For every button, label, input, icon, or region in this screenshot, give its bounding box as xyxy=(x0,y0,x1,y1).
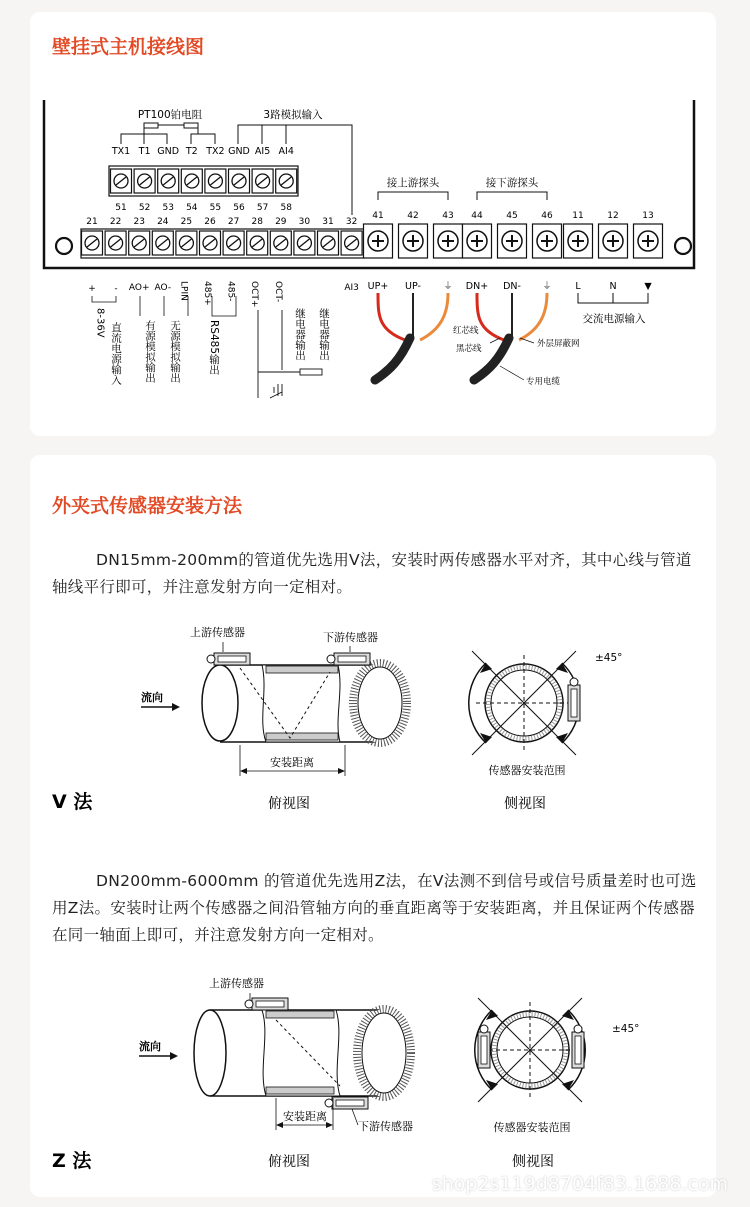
bottom-terminal-number: 24 xyxy=(157,217,169,227)
top-terminal-label: AI5 xyxy=(254,146,271,157)
sensor-terminal-label: UP- xyxy=(405,281,421,292)
v-top-view-label: 俯视图 xyxy=(268,796,310,812)
relay-label-1: 继电器输出 xyxy=(294,308,306,361)
top-terminal-number: 56 xyxy=(233,203,245,213)
rs485-label: RS485输出 xyxy=(208,320,220,376)
sensor-terminal-label: DN+ xyxy=(465,281,489,292)
z-distance-label: 安装距离 xyxy=(283,1110,327,1123)
v-range-label: 传感器安装范围 xyxy=(488,764,566,777)
upstream-group-title: 接上游探头 xyxy=(386,177,440,189)
svg-text:+: + xyxy=(88,284,96,294)
top-terminal-label: TX2 xyxy=(206,146,225,157)
pt100-label: PT100铂电阻 xyxy=(137,109,203,121)
sensor-terminal-number: 12 xyxy=(607,211,619,221)
v-flow-label: 流向 xyxy=(141,691,163,704)
analog-input-label: 3路模拟输入 xyxy=(263,109,323,121)
bottom-terminal-number: 31 xyxy=(322,217,334,227)
v-downstream-label: 下游传感器 xyxy=(323,631,378,644)
z-upstream-label: 上游传感器 xyxy=(209,977,264,990)
bottom-terminal-label: OCT- xyxy=(272,281,283,303)
installation-title: 外夹式传感器安装方法 xyxy=(52,495,243,517)
dc-voltage-label: 8-36V xyxy=(94,308,106,338)
wiring-title: 壁挂式主机接线图 xyxy=(52,36,205,58)
svg-text:-: - xyxy=(114,284,118,294)
top-terminal-label: GND xyxy=(228,146,250,157)
top-terminal-number: 54 xyxy=(186,203,198,213)
dc-power-label: 直流电源输入 xyxy=(110,322,122,385)
bottom-terminal-label: 485- xyxy=(225,281,236,302)
v-method-diagram xyxy=(52,625,622,813)
sensor-terminal-label: ▼ xyxy=(644,281,652,292)
v-method-description: DN15mm-200mm的管道优先选用V法，安装时两传感器水平对齐，其中心线与管道轴线平行即可，并注意发射方向一定相对。 xyxy=(52,551,692,596)
z-method-diagram xyxy=(52,976,639,1172)
sensor-terminal-label: DN- xyxy=(503,281,521,292)
passive-analog-label: 无源模拟输出 xyxy=(169,320,181,383)
z-method-description: DN200mm-6000mm 的管道优先选用Z法，在V法测不到信号或信号质量差时也可选用Z法。安装时让两个传感器之间沿管轴方向的垂直距离等于安装距离，并且保证两个传感器在同一轴面上即可，并注意发射方向一定相对。 xyxy=(52,872,697,944)
top-terminal-number: 51 xyxy=(115,203,127,213)
watermark: shop2s119d8704f83.1688.com xyxy=(431,1173,728,1195)
z-top-view-label: 俯视图 xyxy=(268,1154,310,1170)
bottom-terminal-number: 26 xyxy=(204,217,216,227)
sensor-terminal-number: 44 xyxy=(471,211,483,221)
top-terminal-label: T1 xyxy=(138,146,151,157)
sensor-terminal-number: 41 xyxy=(372,211,384,221)
bottom-terminal-number: 32 xyxy=(345,217,358,227)
bottom-terminal-number: 22 xyxy=(109,217,122,227)
relay-label-2: 继电器输出 xyxy=(318,308,330,361)
top-terminal-number: 55 xyxy=(209,203,222,213)
bottom-terminal-label: AO- xyxy=(154,283,172,293)
bottom-terminal-label: AO+ xyxy=(128,283,150,293)
z-angle-label: ±45° xyxy=(612,1023,640,1035)
v-distance-label: 安装距离 xyxy=(270,756,314,769)
ac-power-caption: 交流电源输入 xyxy=(582,313,646,325)
z-range-label: 传感器安装范围 xyxy=(493,1121,571,1134)
top-terminal-number: 52 xyxy=(138,203,151,213)
sensor-terminal-number: 43 xyxy=(442,211,454,221)
sensor-terminal-label: ⏚ xyxy=(542,281,552,292)
bottom-terminal-label: OCT+ xyxy=(249,281,260,308)
bottom-terminal-number: 27 xyxy=(227,217,240,227)
z-side-view-label: 侧视图 xyxy=(512,1154,554,1170)
z-downstream-label: 下游传感器 xyxy=(358,1120,413,1133)
sensor-terminal-number: 45 xyxy=(506,211,518,221)
top-terminal-label: GND xyxy=(157,146,180,157)
v-side-view-label: 侧视图 xyxy=(504,796,546,812)
v-angle-label: ±45° xyxy=(595,652,623,664)
sensor-terminal-number: 11 xyxy=(572,211,584,221)
sensor-terminal-label: UP+ xyxy=(367,281,389,292)
sensor-terminal-label: N xyxy=(609,281,617,292)
bottom-terminal-label: AI3 xyxy=(344,283,359,293)
top-terminal-number: 53 xyxy=(162,203,174,213)
top-terminal-label: AI4 xyxy=(278,146,294,157)
sensor-terminal-number: 46 xyxy=(541,211,553,221)
z-flow-label: 流向 xyxy=(139,1040,161,1053)
top-terminal-number: 58 xyxy=(280,203,292,213)
v-upstream-label: 上游传感器 xyxy=(190,626,245,639)
bottom-terminal-label: LPIN xyxy=(178,281,189,301)
bottom-terminal-number: 25 xyxy=(180,217,193,227)
shield-label: 外层屏蔽网 xyxy=(537,339,580,349)
z-method-label: Z 法 xyxy=(52,1150,92,1172)
bottom-terminal-number: 21 xyxy=(86,217,98,227)
red-core-label: 红芯线 xyxy=(453,326,479,336)
sensor-terminal-number: 13 xyxy=(642,211,654,221)
cable-label: 专用电缆 xyxy=(526,377,561,387)
downstream-group-title: 接下游探头 xyxy=(485,177,539,189)
top-terminal-label: T2 xyxy=(185,146,198,157)
active-analog-label: 有源模拟输出 xyxy=(144,320,156,383)
sensor-terminal-number: 42 xyxy=(407,211,419,221)
bottom-terminal-number: 23 xyxy=(133,217,145,227)
bottom-terminal-number: 29 xyxy=(275,217,287,227)
top-terminal-label: TX1 xyxy=(111,146,131,157)
bottom-terminal-number: 28 xyxy=(251,217,263,227)
sensor-terminal-label: L xyxy=(575,281,581,292)
bottom-terminal-number: 30 xyxy=(298,217,311,227)
sensor-terminal-label: ⏚ xyxy=(443,281,453,292)
top-terminal-number: 57 xyxy=(256,203,269,213)
bottom-terminal-label: 485+ xyxy=(202,281,212,306)
black-core-label: 黑芯线 xyxy=(456,344,482,354)
v-method-label: V 法 xyxy=(52,791,93,813)
